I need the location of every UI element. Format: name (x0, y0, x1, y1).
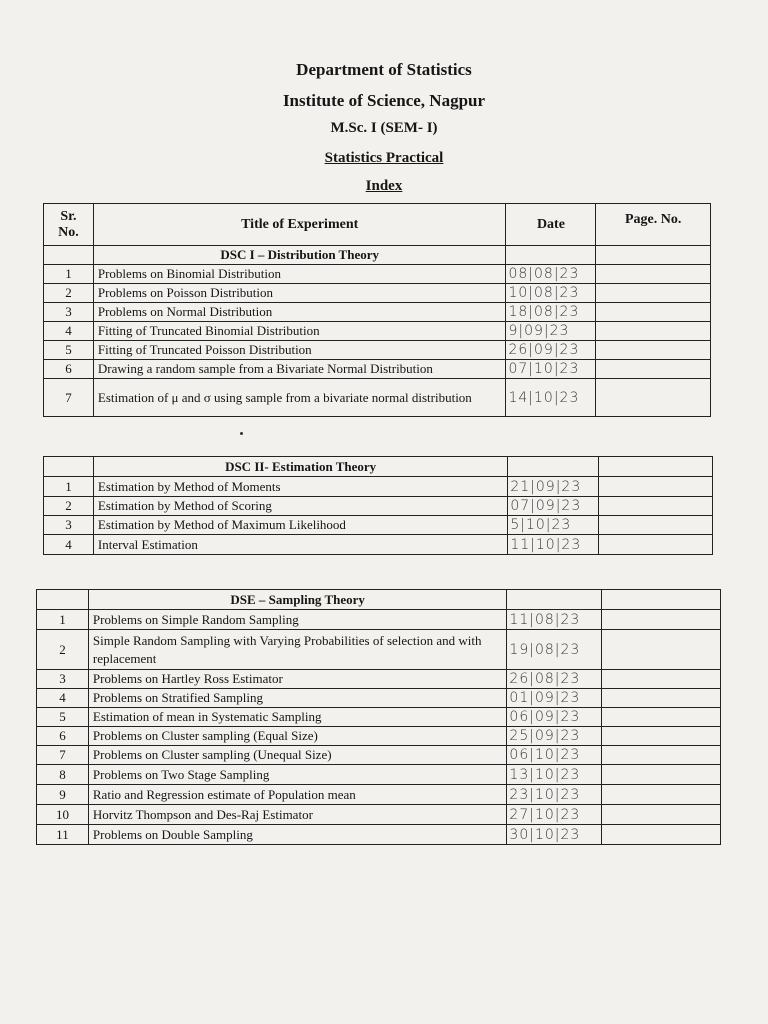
handwritten-date: 14|10|23 (506, 379, 596, 417)
handwritten-date: 11|08|23 (507, 610, 602, 630)
handwritten-date: 25|09|23 (507, 727, 602, 746)
department-heading: Department of Statistics (296, 60, 472, 79)
subject-heading: Statistics Practical (324, 150, 444, 166)
page-no-header: Page. No. (596, 204, 711, 246)
handwritten-date: 07|09|23 (508, 497, 599, 516)
section-row (44, 246, 711, 265)
handwritten-date: 06|09|23 (507, 708, 602, 727)
handwritten-date: 27|10|23 (507, 805, 602, 825)
handwritten-date: 30|10|23 (507, 825, 602, 845)
handwritten-date: 19|08|23 (507, 630, 602, 670)
table-row: 6 Drawing a random sample from a Bivariate Normal Distribution 07|10|23 (44, 360, 711, 379)
table-header-row (44, 204, 711, 246)
section-title: DSC II- Estimation Theory (93, 457, 507, 477)
table-row: 8 Problems on Two Stage Sampling 13|10|23 (37, 765, 721, 785)
table-row: 1 Problems on Simple Random Sampling 11|08|23 (37, 610, 721, 630)
institute-heading: Institute of Science, Nagpur (282, 91, 486, 110)
table-row: 1 Problems on Binomial Distribution 08|08|23 (44, 265, 711, 284)
title-header: Title of Experiment (93, 204, 506, 246)
table-row: 2 Estimation by Method of Scoring 07|09|23 (44, 497, 713, 516)
table-row: 4 Interval Estimation 11|10|23 (44, 535, 713, 555)
dsc1-table (43, 203, 711, 417)
table-row: 4 Problems on Stratified Sampling 01|09|23 (37, 689, 721, 708)
dsc2-table (43, 456, 713, 555)
handwritten-date: 08|08|23 (506, 265, 596, 284)
handwritten-date: 18|08|23 (506, 303, 596, 322)
section-title: DSE – Sampling Theory (88, 590, 507, 610)
table-row: 2 Problems on Poisson Distribution 10|08|23 (44, 284, 711, 303)
table-row: 4 Fitting of Truncated Binomial Distribution 9|09|23 (44, 322, 711, 341)
dse-table (36, 589, 721, 845)
handwritten-date: 11|10|23 (508, 535, 599, 555)
date-header: Date (506, 204, 596, 246)
handwritten-date: 26|08|23 (507, 670, 602, 689)
table-row: 3 Problems on Normal Distribution 18|08|23 (44, 303, 711, 322)
table-row: 7 Estimation of μ and σ using sample from a bivariate normal distribution 14|10|23 (44, 379, 711, 417)
handwritten-date: 5|10|23 (508, 516, 599, 535)
section-row (44, 457, 713, 477)
table-row: 10 Horvitz Thompson and Des-Raj Estimator 27|10|23 (37, 805, 721, 825)
course-heading: M.Sc. I (SEM- I) (330, 120, 438, 136)
table-row: 3 Estimation by Method of Maximum Likelihood 5|10|23 (44, 516, 713, 535)
table-row: 9 Ratio and Regression estimate of Population mean 23|10|23 (37, 785, 721, 805)
table-row: 3 Problems on Hartley Ross Estimator 26|08|23 (37, 670, 721, 689)
section-row (37, 590, 721, 610)
handwritten-date: 21|09|23 (508, 477, 599, 497)
handwritten-date: 06|10|23 (507, 746, 602, 765)
table-row: 5 Estimation of mean in Systematic Sampling 06|09|23 (37, 708, 721, 727)
table-row: 7 Problems on Cluster sampling (Unequal Size) 06|10|23 (37, 746, 721, 765)
section-title: DSC I – Distribution Theory (93, 246, 506, 265)
table-row: 2 Simple Random Sampling with Varying Probabilities of selection and with replacement 19|08|23 (37, 630, 721, 670)
table-row: 5 Fitting of Truncated Poisson Distribution 26|09|23 (44, 341, 711, 360)
table-row: 6 Problems on Cluster sampling (Equal Size) 25|09|23 (37, 727, 721, 746)
handwritten-date: 10|08|23 (506, 284, 596, 303)
handwritten-date: 07|10|23 (506, 360, 596, 379)
table-row: 11 Problems on Double Sampling 30|10|23 (37, 825, 721, 845)
handwritten-date: 26|09|23 (506, 341, 596, 360)
ink-dot (240, 432, 243, 435)
handwritten-date: 13|10|23 (507, 765, 602, 785)
handwritten-date: 01|09|23 (507, 689, 602, 708)
table-row: 1 Estimation by Method of Moments 21|09|23 (44, 477, 713, 497)
handwritten-date: 23|10|23 (507, 785, 602, 805)
handwritten-date: 9|09|23 (506, 322, 596, 341)
sr-no-header: Sr. No. (44, 204, 94, 246)
index-heading: Index (365, 178, 403, 194)
